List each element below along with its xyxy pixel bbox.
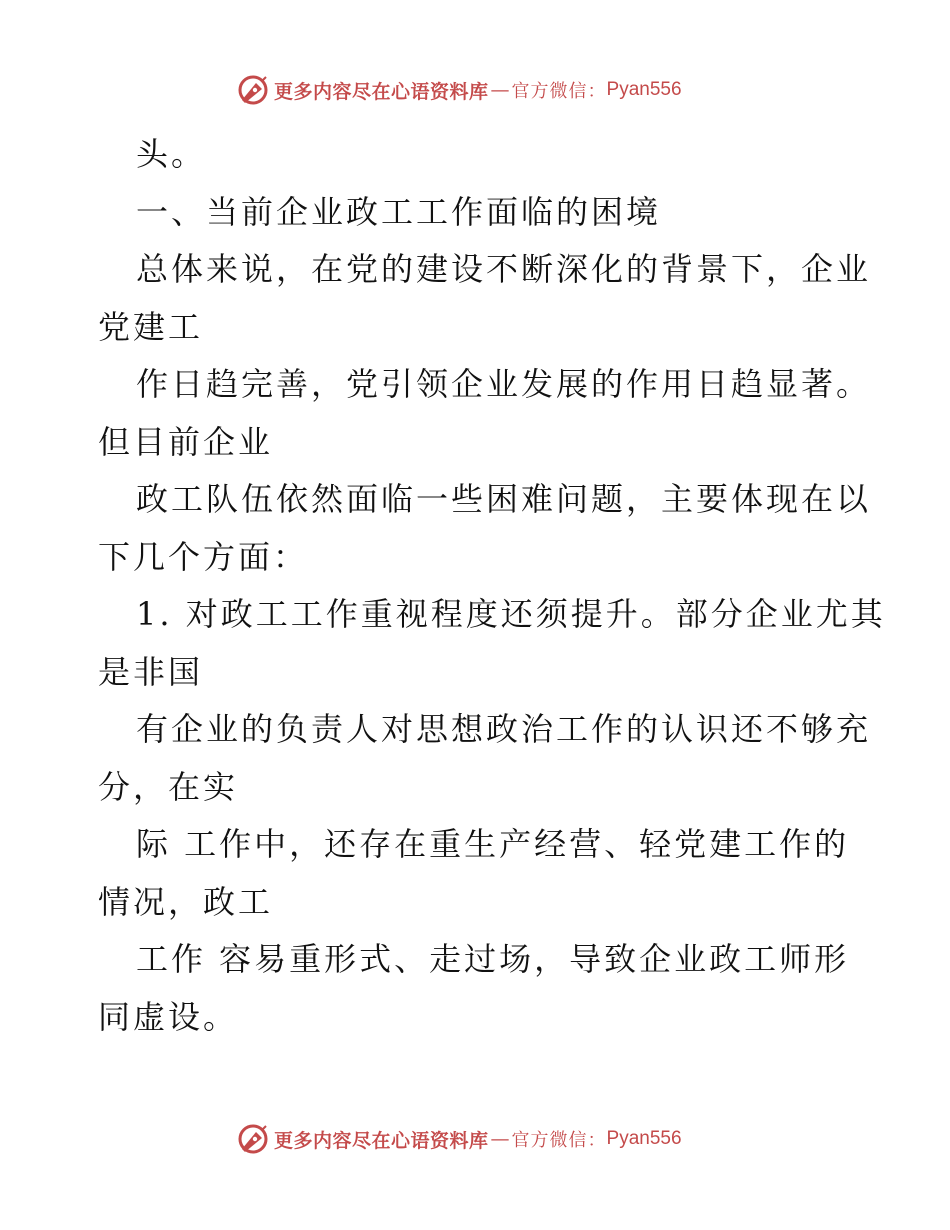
body-line: 分，在实 bbox=[98, 767, 239, 806]
pen-nib-logo-icon bbox=[236, 73, 270, 107]
document-body bbox=[98, 126, 886, 1046]
watermark-dash: — bbox=[490, 79, 510, 101]
body-line: 党建工 bbox=[98, 307, 204, 346]
body-line: 1. 对政工工作重视程度还须提升。部分企业尤其 bbox=[136, 595, 886, 633]
body-line: 际 工作中，还存在重生产经营、轻党建工作的 bbox=[136, 825, 850, 863]
section-heading: 一、当前企业政工工作面临的困境 bbox=[136, 192, 662, 231]
footer-watermark bbox=[236, 1121, 682, 1157]
body-line: 同虚设。 bbox=[98, 997, 239, 1036]
body-line: 但目前企业 bbox=[98, 422, 274, 461]
header-watermark bbox=[236, 72, 682, 108]
body-line: 作日趋完善，党引领企业发展的作用日趋显著。 bbox=[136, 365, 872, 403]
watermark-brand-text: 更多内容尽在心语资料库 bbox=[274, 1129, 489, 1152]
body-line: 头。 bbox=[136, 135, 207, 173]
watermark-brand-text: 更多内容尽在心语资料库 bbox=[274, 80, 489, 103]
body-line: 情况，政工 bbox=[98, 882, 274, 921]
body-line: 是非国 bbox=[98, 652, 204, 691]
watermark-wechat-label: 官方微信： bbox=[511, 81, 607, 102]
watermark-wechat-id: Pyan556 bbox=[606, 1128, 682, 1149]
watermark-dash: — bbox=[490, 1128, 510, 1150]
body-line: 下几个方面： bbox=[98, 537, 309, 576]
body-line: 政工队伍依然面临一些困难问题，主要体现在以 bbox=[136, 480, 872, 518]
body-line: 有企业的负责人对思想政治工作的认识还不够充 bbox=[136, 710, 872, 748]
pen-nib-logo-icon bbox=[236, 1122, 270, 1156]
watermark-wechat-label: 官方微信： bbox=[511, 1130, 607, 1151]
body-line: 总体来说，在党的建设不断深化的背景下，企业 bbox=[136, 250, 872, 288]
body-line: 工作 容易重形式、走过场，导致企业政工师形 bbox=[136, 940, 850, 978]
watermark-wechat-id: Pyan556 bbox=[606, 79, 682, 100]
